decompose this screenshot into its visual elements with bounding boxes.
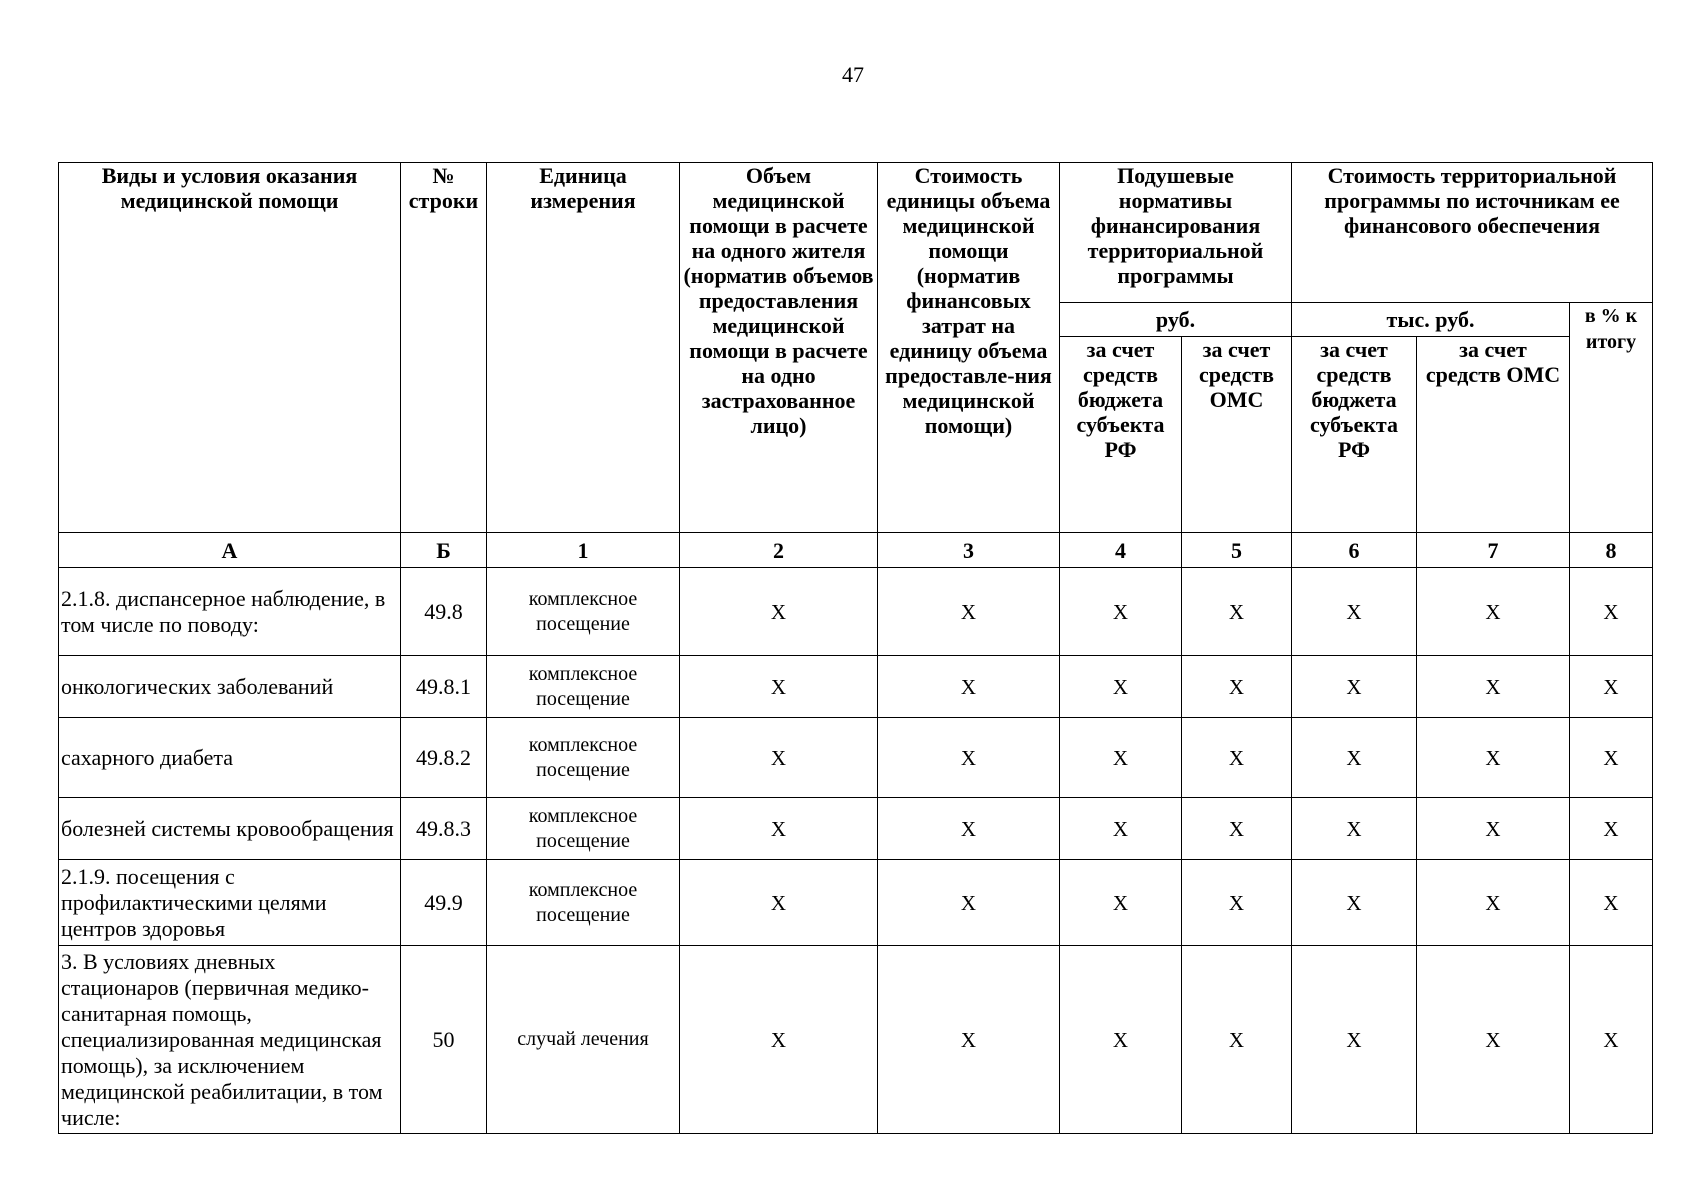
value-cell: Х: [1060, 568, 1182, 656]
header-program-cost: Стоимость территориальной программы по источникам ее финансового обеспечения: [1292, 163, 1653, 303]
column-index: 5: [1182, 533, 1292, 568]
value-cell: Х: [1182, 946, 1292, 1134]
value-cell: Х: [878, 656, 1060, 718]
table-row: [59, 798, 1653, 860]
header-thous-oms: за счет средств ОМС: [1417, 337, 1570, 533]
value-cell: Х: [1060, 860, 1182, 946]
row-name: онкологических заболеваний: [59, 656, 401, 718]
header-thousand-rub: тыс. руб.: [1292, 303, 1570, 337]
row-unit: комплексное посещение: [487, 718, 680, 798]
value-cell: Х: [1292, 860, 1417, 946]
value-cell: Х: [1060, 656, 1182, 718]
row-number: 49.8.1: [401, 656, 487, 718]
value-cell: Х: [1417, 798, 1570, 860]
header-type-conditions: Виды и условия оказания медицинской помощи: [59, 163, 401, 533]
row-unit: комплексное посещение: [487, 568, 680, 656]
value-cell: Х: [680, 718, 878, 798]
table-row: [59, 718, 1653, 798]
value-cell: Х: [1570, 718, 1653, 798]
header-volume-per-resident: Объем медицинской помощи в расчете на одного жителя (норматив объемов предоставления медицинской помощи в расчете на одно застрахованное лицо): [680, 163, 878, 533]
row-number: 49.9: [401, 860, 487, 946]
value-cell: Х: [680, 656, 878, 718]
value-cell: Х: [1292, 718, 1417, 798]
value-cell: Х: [1292, 798, 1417, 860]
value-cell: Х: [1570, 860, 1653, 946]
column-index: Б: [401, 533, 487, 568]
value-cell: Х: [1060, 946, 1182, 1134]
header-rub: руб.: [1060, 303, 1292, 337]
row-number: 49.8.3: [401, 798, 487, 860]
table-row: [59, 568, 1653, 656]
value-cell: Х: [1417, 860, 1570, 946]
row-name: 3. В условиях дневных стационаров (первичная медико-санитарная помощь, специализированная медицинская помощь), за исключением медицинской реабилитации, в том числе:: [59, 946, 401, 1134]
value-cell: Х: [1417, 946, 1570, 1134]
value-cell: Х: [680, 860, 878, 946]
value-cell: Х: [680, 568, 878, 656]
value-cell: Х: [1182, 568, 1292, 656]
column-index: 1: [487, 533, 680, 568]
row-number: 49.8.2: [401, 718, 487, 798]
row-number: 50: [401, 946, 487, 1134]
table-row: [59, 656, 1653, 718]
value-cell: Х: [1060, 718, 1182, 798]
header-unit: Единица измерения: [487, 163, 680, 533]
row-name: 2.1.9. посещения с профилактическими целями центров здоровья: [59, 860, 401, 946]
column-index: 3: [878, 533, 1060, 568]
value-cell: Х: [1292, 946, 1417, 1134]
row-unit: комплексное посещение: [487, 860, 680, 946]
table-row: [59, 946, 1653, 1134]
value-cell: Х: [1570, 798, 1653, 860]
value-cell: Х: [680, 798, 878, 860]
value-cell: Х: [1182, 860, 1292, 946]
value-cell: Х: [680, 946, 878, 1134]
header-per-capita-norms: Подушевые нормативы финансирования территориальной программы: [1060, 163, 1292, 303]
row-unit: комплексное посещение: [487, 656, 680, 718]
value-cell: Х: [878, 568, 1060, 656]
value-cell: Х: [1060, 798, 1182, 860]
value-cell: Х: [1570, 656, 1653, 718]
value-cell: Х: [878, 860, 1060, 946]
column-index: 8: [1570, 533, 1653, 568]
page-number: 47: [842, 62, 864, 87]
value-cell: Х: [1417, 718, 1570, 798]
value-cell: Х: [878, 718, 1060, 798]
row-unit: случай лечения: [487, 946, 680, 1134]
value-cell: Х: [1292, 568, 1417, 656]
header-percent-of-total: в % к итогу: [1570, 303, 1653, 533]
value-cell: Х: [1182, 656, 1292, 718]
header-thous-budget: за счет средств бюджета субъекта РФ: [1292, 337, 1417, 533]
row-name: болезней системы кровообращения: [59, 798, 401, 860]
value-cell: Х: [878, 946, 1060, 1134]
column-index: 4: [1060, 533, 1182, 568]
header-rub-oms: за счет средств ОМС: [1182, 337, 1292, 533]
value-cell: Х: [1570, 946, 1653, 1134]
column-index: 7: [1417, 533, 1570, 568]
value-cell: Х: [1570, 568, 1653, 656]
column-index: 2: [680, 533, 878, 568]
row-name: сахарного диабета: [59, 718, 401, 798]
value-cell: Х: [1182, 718, 1292, 798]
row-name: 2.1.8. диспансерное наблюдение, в том числе по поводу:: [59, 568, 401, 656]
row-unit: комплексное посещение: [487, 798, 680, 860]
table-row: [59, 860, 1653, 946]
header-unit-cost: Стоимость единицы объема медицинской помощи (норматив финансовых затрат на единицу объема предоставле-ния медицинской помощи): [878, 163, 1060, 533]
header-row-number: № строки: [401, 163, 487, 533]
header-rub-budget: за счет средств бюджета субъекта РФ: [1060, 337, 1182, 533]
financing-table: [58, 162, 1653, 1134]
column-index: А: [59, 533, 401, 568]
value-cell: Х: [1417, 656, 1570, 718]
value-cell: Х: [878, 798, 1060, 860]
value-cell: Х: [1417, 568, 1570, 656]
value-cell: Х: [1292, 656, 1417, 718]
column-index: 6: [1292, 533, 1417, 568]
row-number: 49.8: [401, 568, 487, 656]
value-cell: Х: [1182, 798, 1292, 860]
